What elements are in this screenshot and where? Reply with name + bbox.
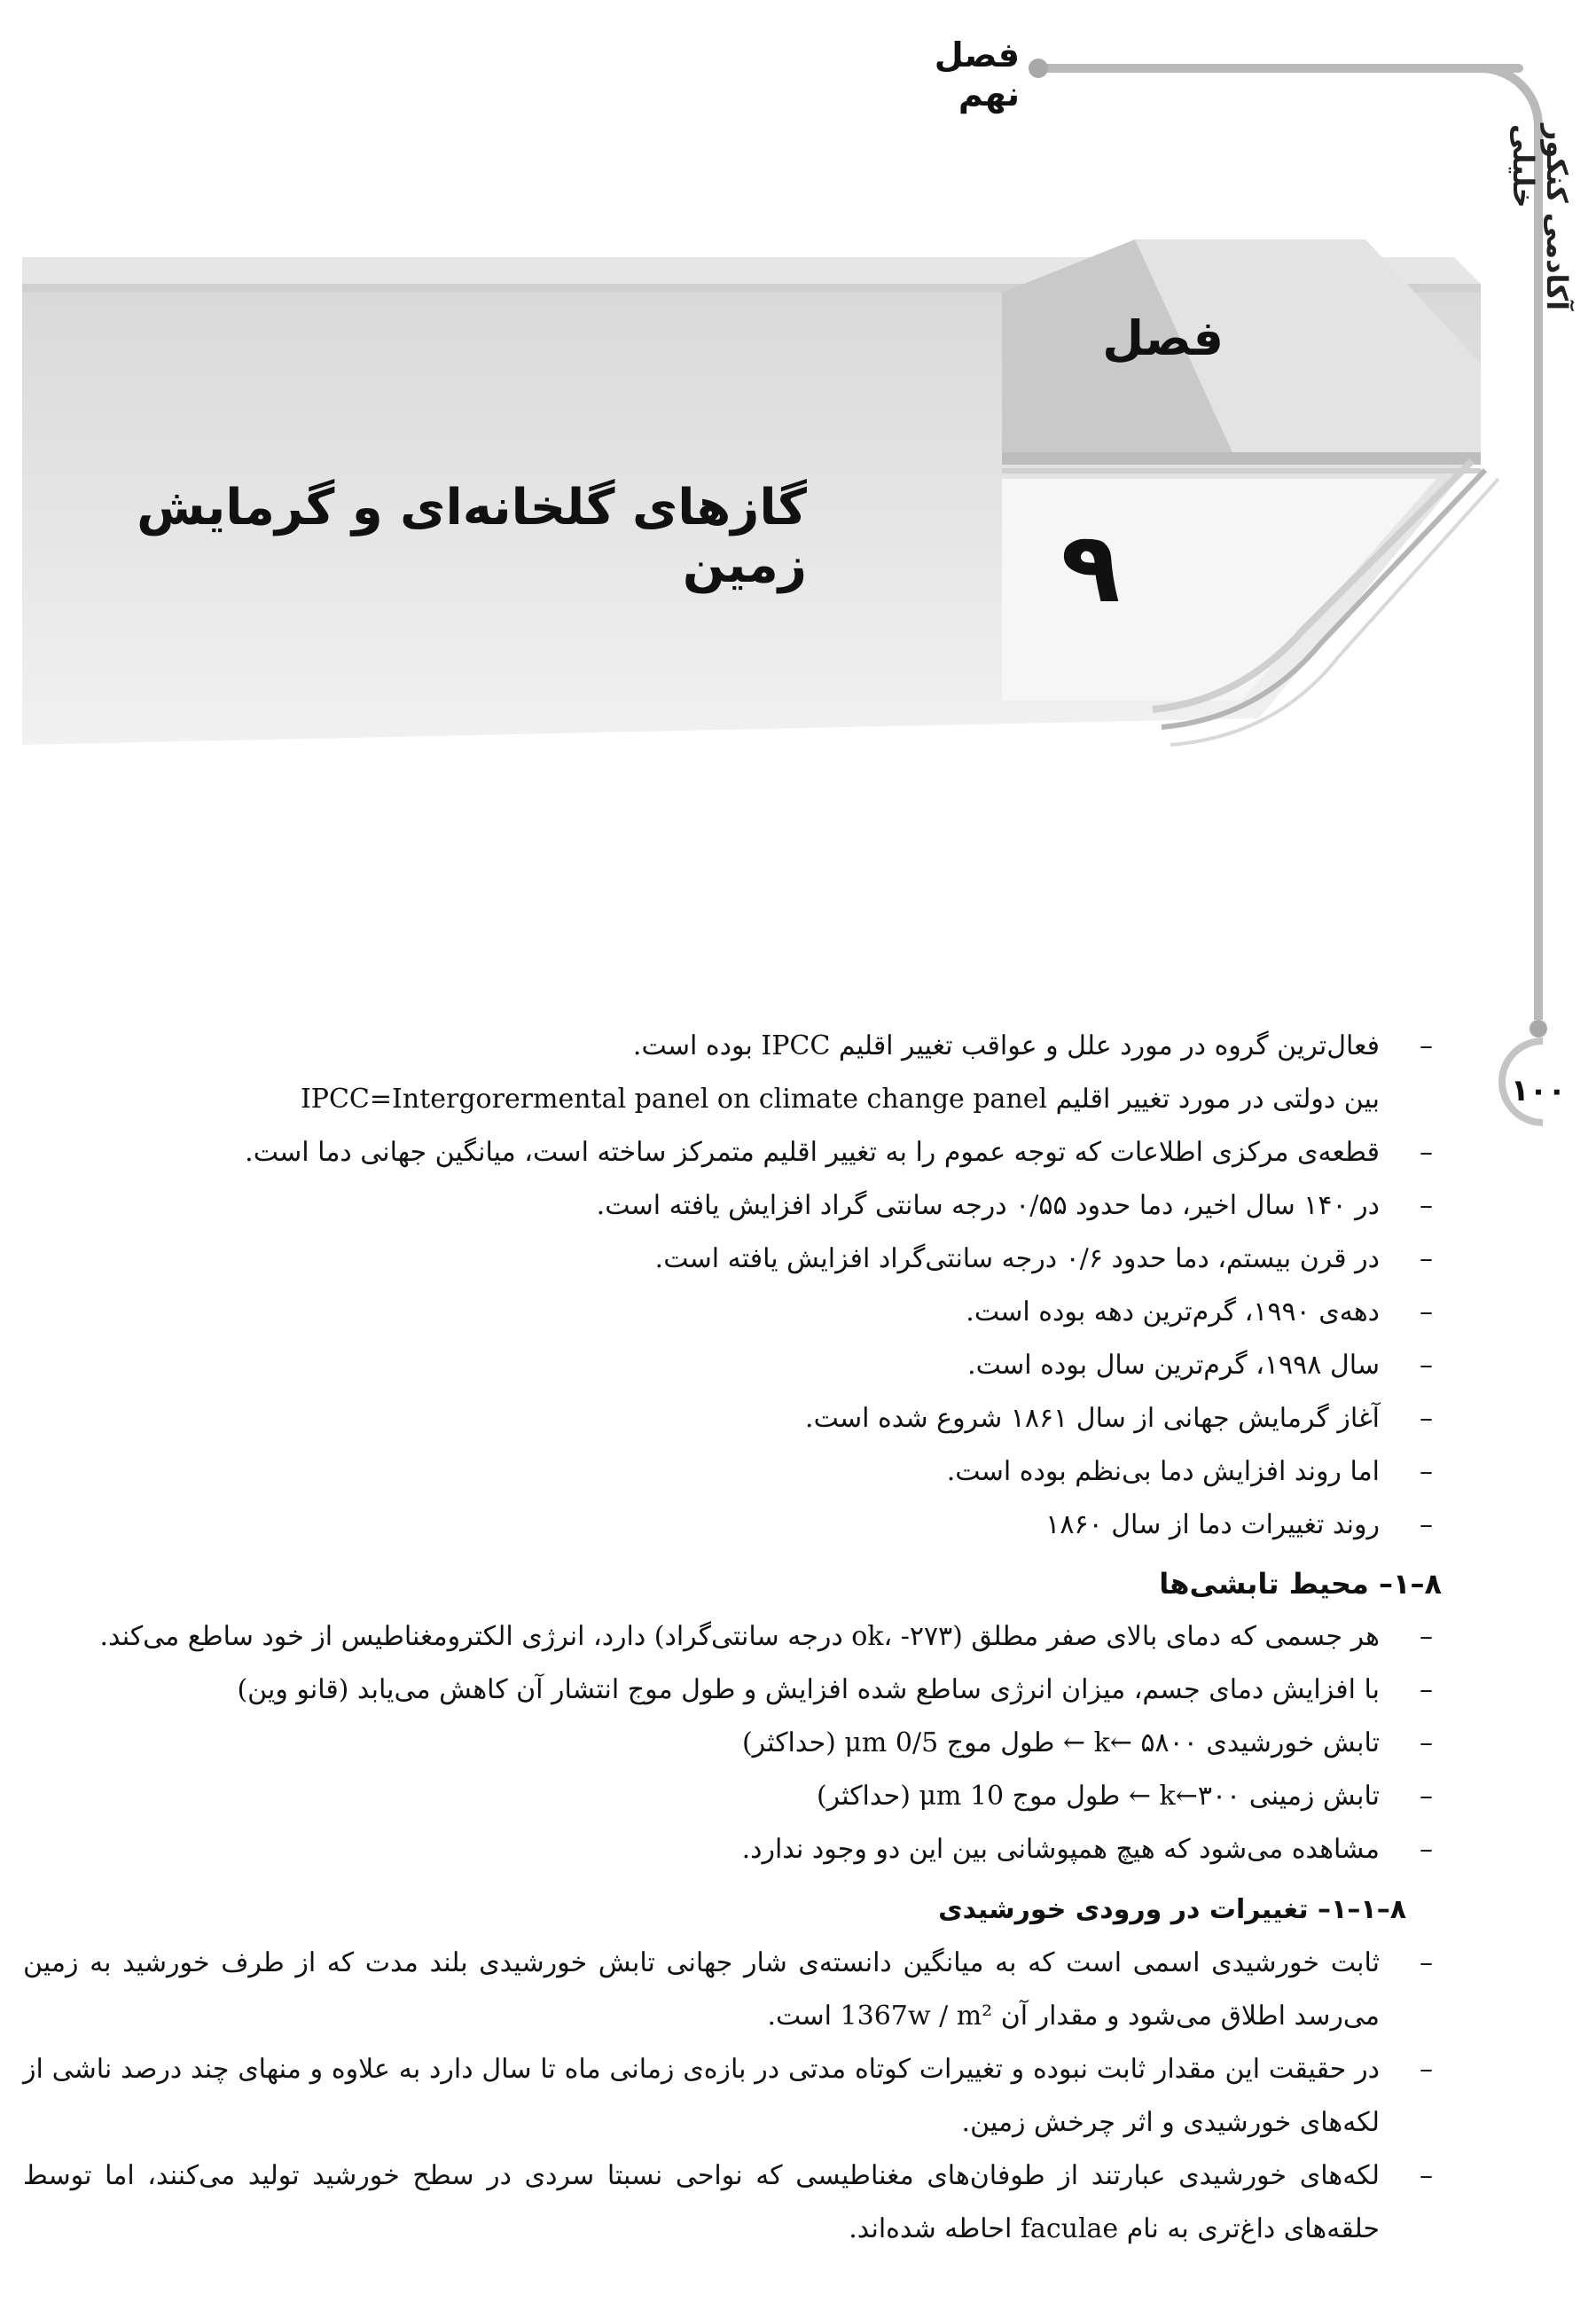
list-item: – مشاهده می‌شود که هیچ همپوشانی بین این دو وجود ندارد. xyxy=(741,1834,1433,1865)
chapter-label: فصل xyxy=(1102,310,1224,366)
header-chapter-tag: فصل نهم xyxy=(934,35,1020,114)
page-badge-dot xyxy=(1530,1020,1547,1038)
list-item: – تابش خورشیدی k← ۵۸۰۰ ← طول موج 0/5 μm (حداکثر) xyxy=(741,1727,1433,1758)
header-rule xyxy=(1036,64,1523,73)
subsection-heading: ۸–۱–۱– تغییرات در ورودی خورشیدی xyxy=(938,1894,1406,1925)
list-item: – در حقیقت این مقدار ثابت نبوده و تغییرات کوتاه مدتی در بازه‌ی زمانی ماه تا سال دارد به علاوه و منهای چند درصد ناشی از لکه‌های خورشیدی و اثر چرخش زمین. xyxy=(23,2054,1433,2138)
acronym-note: IPCC=Intergorermental panel on climate change panel بین دولتی در مورد تغییر اقلیم xyxy=(300,1084,1380,1115)
header-bullet-dot xyxy=(1029,59,1048,78)
list-item: – تابش زمینی k←۳۰۰ ← طول موج 10 μm (حداکثر) xyxy=(816,1781,1433,1812)
list-item: – فعال‌ترین گروه در مورد علل و عواقب تغییر اقلیم IPCC بوده است. xyxy=(632,1030,1433,1061)
list-item: – دهه‌ی ۱۹۹۰، گرم‌ترین دهه بوده است. xyxy=(966,1296,1433,1327)
list-item: – در ۱۴۰ سال اخیر، دما حدود ۰/۵۵ درجه سانتی گراد افزایش یافته است. xyxy=(596,1190,1433,1221)
list-item: – سال ۱۹۹۸، گرم‌ترین سال بوده است. xyxy=(967,1350,1433,1381)
list-item: – آغاز گرمایش جهانی از سال ۱۸۶۱ شروع شده است. xyxy=(805,1403,1433,1434)
list-item: – هر جسمی که دمای بالای صفر مطلق (ok، -۲۷۳ درجه سانتی‌گراد) دارد، انرژی الکترومغناطیس از خود ساطع می‌کند. xyxy=(99,1621,1433,1652)
list-item: – لکه‌های خورشیدی عبارتند از طوفان‌های مغناطیسی که نواحی نسبتا سردی در سطح خورشید تولید می‌کنند، اما توسط حلقه‌های داغ‌تری به نام faculae احاطه شده‌اند. xyxy=(23,2160,1433,2244)
body-content xyxy=(23,1020,1442,2256)
chapter-number: ۹ xyxy=(1060,511,1121,624)
list-item: – در قرن بیستم، دما حدود ۰/۶ درجه سانتی‌گراد افزایش یافته است. xyxy=(654,1243,1433,1274)
list-item: – اما روند افزایش دما بی‌نظم بوده است. xyxy=(946,1456,1433,1487)
list-item: – قطعه‌ی مرکزی اطلاعات که توجه عموم را به تغییر اقلیم متمرکز ساخته است، میانگین جهانی دما است. xyxy=(245,1137,1433,1168)
list-item: – ثابت خورشیدی اسمی است که به میانگین دانسته‌ی شار جهانی تابش خورشیدی بلند مدت که از طرف خورشید به زمین می‌رسد اطلاق می‌شود و مقدار آن 1367w / m² است. xyxy=(23,1947,1433,2032)
chapter-title: گازهای گلخانه‌ای و گرمایش زمین xyxy=(137,479,807,594)
section-heading: ۸–۱– محیط تابشی‌ها xyxy=(1159,1567,1442,1601)
page-number: ۱۰۰ xyxy=(1510,1073,1567,1108)
list-item: – روند تغییرات دما از سال ۱۸۶۰ xyxy=(1045,1509,1433,1540)
list-item: – با افزایش دمای جسم، میزان انرژی ساطع شده افزایش و طول موج انتشار آن کاهش می‌یابد (قانو وین) xyxy=(237,1674,1433,1705)
side-brand: آکادمی کنکور خلیلی xyxy=(1506,124,1574,311)
